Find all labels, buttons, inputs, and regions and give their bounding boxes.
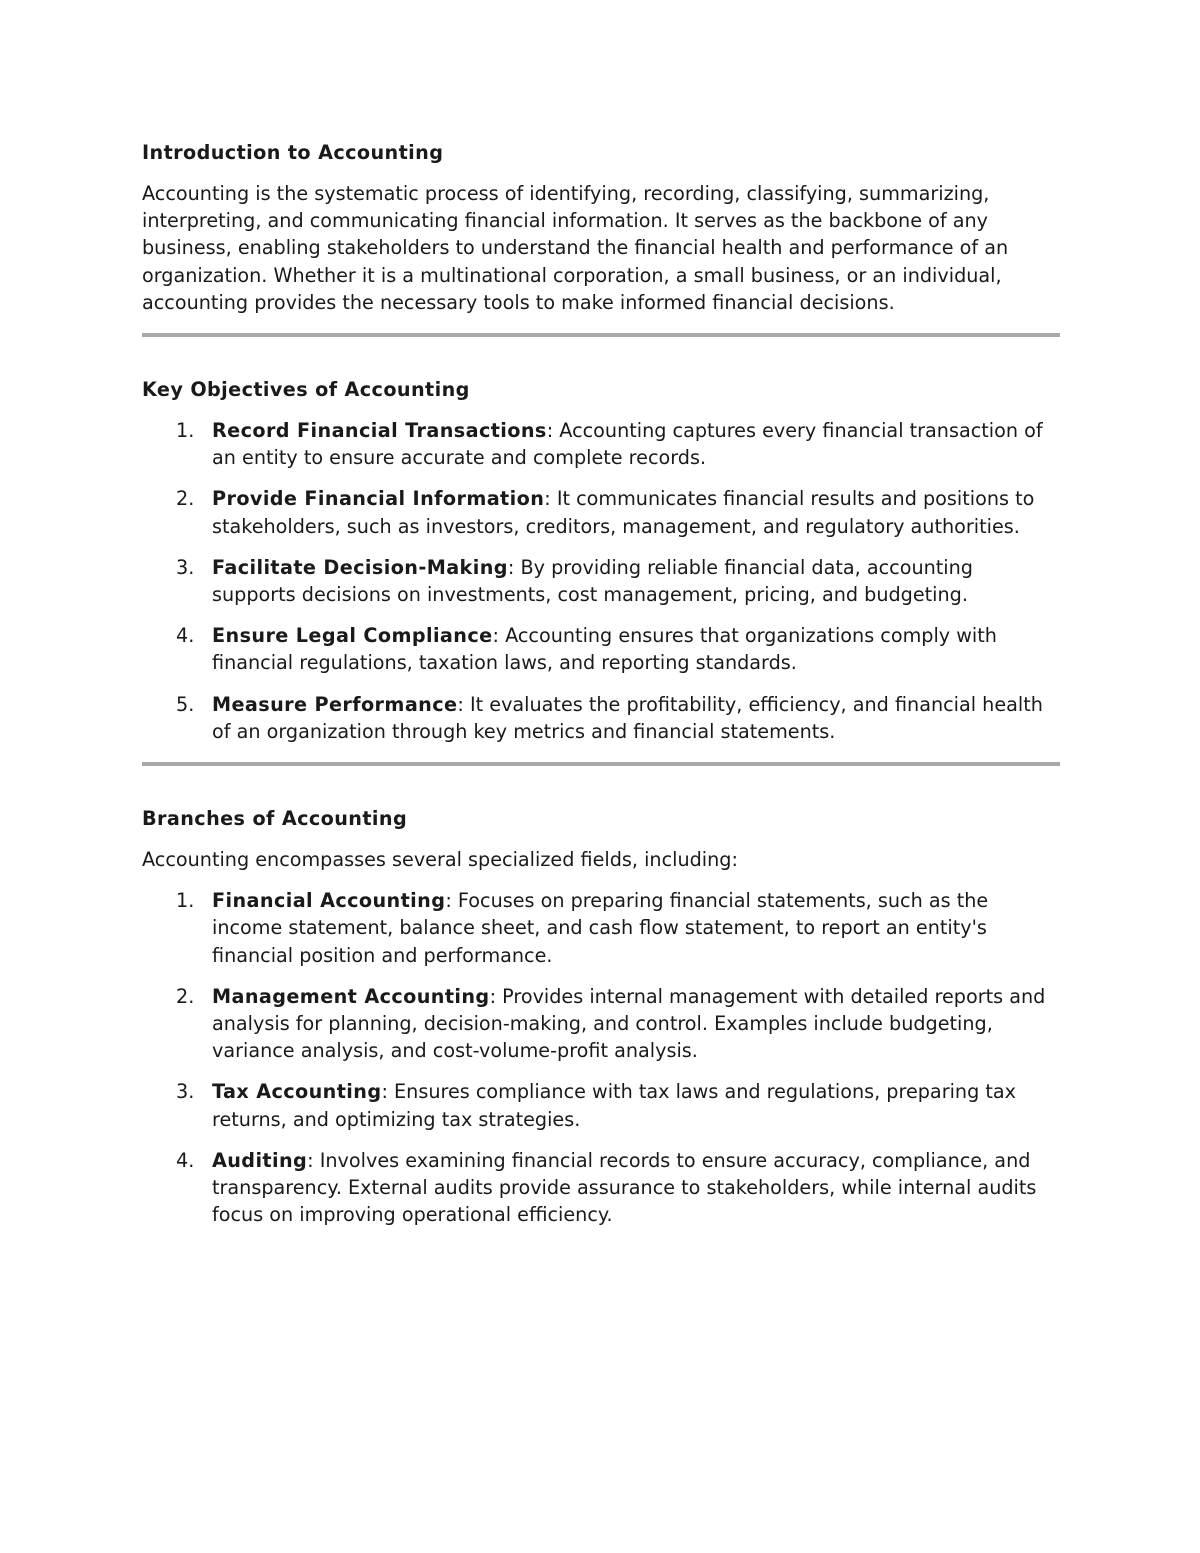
- intro-section: [142, 138, 1060, 337]
- list-text: : Provides internal management with detailed reports and analysis for planning, decision-making, and control. Examples include budgeting, variance analysis, and cost-volume-profit analysis.: [212, 984, 1046, 1063]
- list-term: Measure Performance: [212, 692, 458, 716]
- list-item: [142, 554, 1060, 608]
- section-divider: [142, 333, 1060, 337]
- list-text: : Accounting ensures that organizations comply with financial regulations, taxation laws, and reporting standards.: [212, 624, 997, 675]
- list-text: : Involves examining financial records to ensure accuracy, compliance, and transparency. External audits provide assurance to stakeholders, while internal audits focus on improving operational efficiency.: [212, 1148, 1037, 1227]
- list-item: [142, 1147, 1060, 1229]
- document-page: [142, 138, 1060, 1228]
- objectives-section: [142, 375, 1060, 766]
- branches-list: [142, 887, 1060, 1228]
- list-number: 3.: [176, 1080, 195, 1104]
- list-text: : It communicates financial results and positions to stakeholders, such as investors, creditors, management, and regulatory authorities.: [212, 487, 1035, 538]
- branches-intro: Accounting encompasses several specialized fields, including:: [142, 848, 738, 872]
- list-text: : Accounting captures every financial transaction of an entity to ensure accurate and complete records.: [212, 419, 1043, 470]
- list-text: : Ensures compliance with tax laws and regulations, preparing tax returns, and optimizing tax strategies.: [212, 1080, 1016, 1131]
- list-term: Provide Financial Information: [212, 487, 545, 511]
- list-item: [142, 622, 1060, 676]
- list-term: Management Accounting: [212, 984, 490, 1008]
- list-item: [142, 887, 1060, 969]
- list-number: 5.: [176, 692, 195, 716]
- list-number: 1.: [176, 419, 195, 443]
- list-term: Facilitate Decision-Making: [212, 555, 508, 579]
- list-number: 4.: [176, 1148, 195, 1172]
- section-divider: [142, 762, 1060, 766]
- list-term: Tax Accounting: [212, 1080, 382, 1104]
- list-number: 3.: [176, 555, 195, 579]
- list-term: Record Financial Transactions: [212, 419, 547, 443]
- list-term: Ensure Legal Compliance: [212, 624, 493, 648]
- list-text: : By providing reliable financial data, accounting supports decisions on investments, cost management, pricing, and budgeting.: [212, 555, 973, 607]
- list-text: : It evaluates the profitability, efficiency, and financial health of an organization through key metrics and financial statements.: [212, 692, 1043, 743]
- objectives-list: [142, 417, 1060, 745]
- list-number: 2.: [176, 984, 195, 1008]
- branches-section: [142, 804, 1060, 1228]
- list-term: Auditing: [212, 1148, 308, 1172]
- list-term: Financial Accounting: [212, 889, 446, 913]
- list-item: [142, 485, 1060, 539]
- list-item: [142, 417, 1060, 471]
- list-item: [142, 1078, 1060, 1132]
- intro-heading: Introduction to Accounting: [142, 141, 444, 164]
- branches-heading: Branches of Accounting: [142, 807, 408, 831]
- list-number: 2.: [176, 487, 195, 511]
- list-text: : Focuses on preparing financial statements, such as the income statement, balance sheet, and cash flow statement, to report an entity's financial position and performance.: [212, 889, 989, 967]
- list-number: 4.: [176, 624, 195, 648]
- list-item: [142, 983, 1060, 1065]
- intro-paragraph: Accounting is the systematic process of identifying, recording, classifying, summarizing, interpreting, and communicating financial information. It serves as the backbone of any business, enabling stakeholders to understand the financial health and performance of an organization. Whether it is a multinational corporation, a small business, or an individual, accounting provides the necessary tools to make informed financial decisions.: [142, 182, 1009, 314]
- list-item: [142, 691, 1060, 745]
- objectives-heading: Key Objectives of Accounting: [142, 378, 470, 402]
- list-number: 1.: [176, 889, 195, 913]
